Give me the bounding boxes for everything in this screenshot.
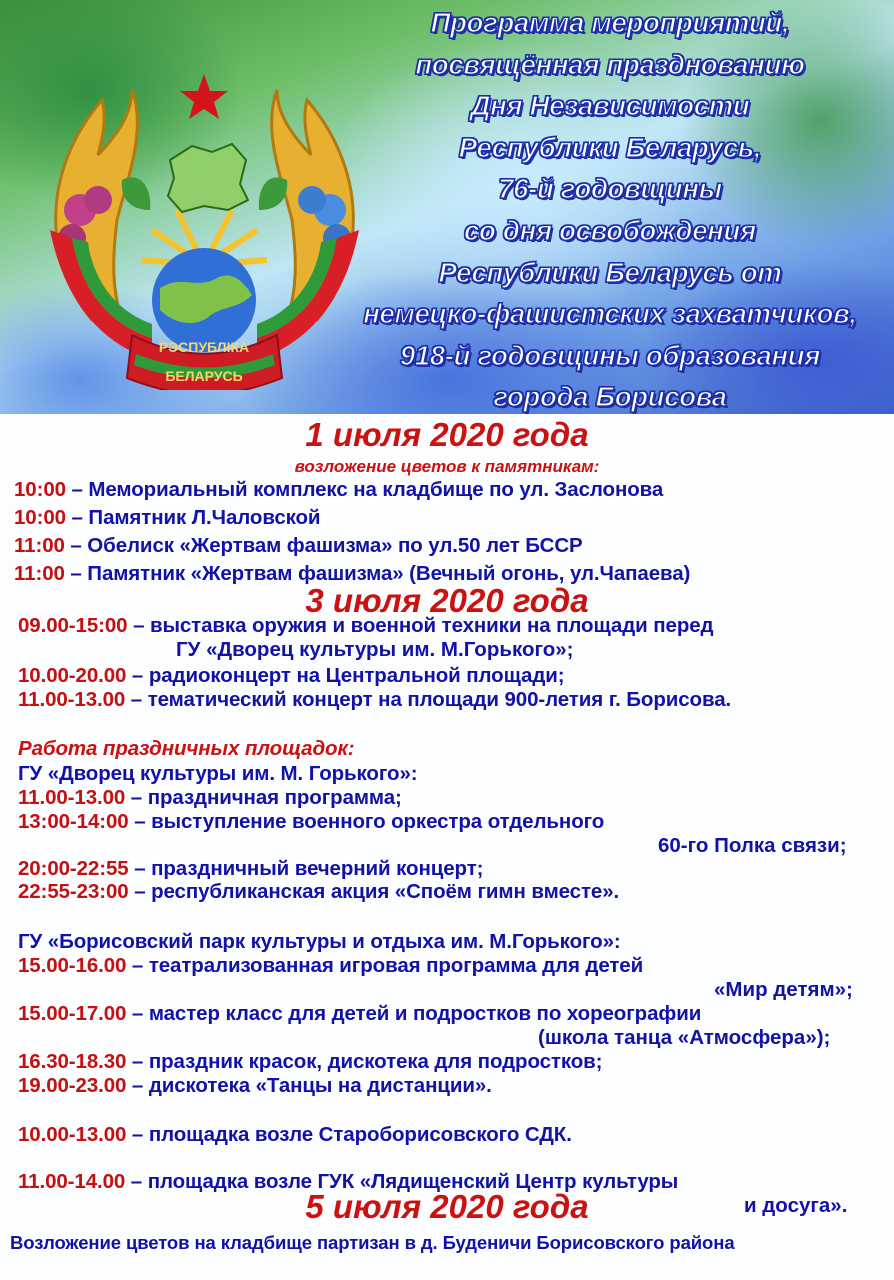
date-heading-july-5: 5 июля 2020 года <box>305 1188 589 1225</box>
date-heading-july-1: 1 июля 2020 года <box>305 416 589 453</box>
schedule-item <box>18 857 483 881</box>
emblem-lettering-top: РЭСПУБЛІКА <box>158 339 250 355</box>
title-line: Республики Беларусь от <box>438 256 782 288</box>
item-time: 10:00 <box>14 478 66 501</box>
section-title: Работа праздничных площадок: <box>18 737 355 760</box>
venue-name: ГУ «Борисовский парк культуры и отдыха им. М.Горького»: <box>18 930 621 953</box>
item-continuation: (школа танца «Атмосфера»); <box>538 1026 831 1049</box>
item-time: 22:55-23:00 <box>18 880 129 903</box>
item-time: 15.00-17.00 <box>18 1002 127 1025</box>
schedule-item <box>18 810 604 834</box>
schedule-item <box>18 688 731 712</box>
item-text: – дискотека «Танцы на дистанции». <box>126 1074 492 1097</box>
item-time: 11.00-14.00 <box>18 1170 126 1193</box>
schedule-item <box>18 1002 701 1026</box>
title-line: посвящённая празднованию <box>415 48 805 80</box>
item-time: 11.00-13.00 <box>18 688 126 711</box>
item-text: – площадка возле ГУК «Лядищенский Центр культуры <box>125 1170 679 1193</box>
item-text: – площадка возле Староборисовского СДК. <box>126 1123 572 1146</box>
emblem-lettering-bottom: БЕЛАРУСЬ <box>165 368 243 384</box>
item-text: – радиоконцерт на Центральной площади; <box>126 664 565 687</box>
item-time: 09.00-15:00 <box>18 614 128 637</box>
item-continuation: ГУ «Дворец культуры им. М.Горького»; <box>176 638 574 661</box>
item-text: – театрализованная игровая программа для детей <box>126 954 644 977</box>
title-line: Республики Беларусь, <box>458 131 762 163</box>
title-line: Программа мероприятий, <box>430 7 790 38</box>
header-banner <box>0 0 894 414</box>
item-time: 10.00-20.00 <box>18 664 127 687</box>
item-time: 19.00-23.00 <box>18 1074 127 1097</box>
poster-title <box>330 2 890 414</box>
day1-subtitle: возложение цветов к памятникам: <box>294 457 600 476</box>
schedule-item <box>14 506 320 530</box>
item-time: 10.00-13.00 <box>18 1123 127 1146</box>
title-line: Дня Независимости <box>470 90 750 122</box>
day5-event: Возложение цветов на кладбище партизан в д. Буденичи Борисовского района <box>10 1232 735 1253</box>
item-text: – Памятник Л.Чаловской <box>65 506 321 529</box>
item-text: – тематический концерт на площади 900-летия г. Борисова. <box>125 688 732 711</box>
item-text: – праздник красок, дискотека для подростков; <box>126 1050 603 1073</box>
item-text: – выставка оружия и военной техники на площади перед <box>127 614 714 637</box>
item-time: 11:00 <box>14 534 65 557</box>
item-continuation: и досуга». <box>744 1194 848 1217</box>
schedule-item <box>18 786 402 810</box>
item-text: – Памятник «Жертвам фашизма» (Вечный огонь, ул.Чапаева) <box>64 562 691 585</box>
title-line: города Борисова <box>493 381 727 413</box>
item-time: 11.00-13.00 <box>18 786 126 809</box>
venue-name: ГУ «Дворец культуры им. М. Горького»: <box>18 762 418 785</box>
schedule-item <box>18 1074 492 1098</box>
schedule-item <box>14 534 583 558</box>
schedule-item <box>18 880 619 904</box>
schedule-item <box>14 478 663 502</box>
schedule-item <box>18 954 643 978</box>
item-continuation: 60-го Полка связи; <box>658 834 847 857</box>
title-line: со дня освобождения <box>464 214 756 246</box>
item-text: – Мемориальный комплекс на кладбище по ул. Заслонова <box>65 478 664 501</box>
date-heading-july-3: 3 июля 2020 года <box>305 582 589 619</box>
item-text: – Обелиск «Жертвам фашизма» по ул.50 лет БССР <box>64 534 583 557</box>
schedule <box>0 414 894 1280</box>
item-text: – праздничный вечерний концерт; <box>128 857 484 880</box>
item-time: 10:00 <box>14 506 66 529</box>
schedule-item <box>18 1123 572 1147</box>
item-text: – выступление военного оркестра отдельного <box>128 810 605 833</box>
title-line: 918-й годовщины образования <box>399 339 821 371</box>
item-text: – республиканская акция «Споём гимн вместе». <box>128 880 620 903</box>
item-time: 13:00-14:00 <box>18 810 129 833</box>
item-time: 16.30-18.30 <box>18 1050 127 1073</box>
item-text: – мастер класс для детей и подростков по хореографии <box>126 1002 702 1025</box>
schedule-item <box>18 614 713 638</box>
schedule-item <box>18 1050 602 1074</box>
schedule-item <box>18 664 565 688</box>
state-emblem-icon <box>32 60 377 390</box>
title-line: немецко-фашистских захватчиков, <box>363 298 857 330</box>
item-time: 15.00-16.00 <box>18 954 127 977</box>
item-time: 11:00 <box>14 562 65 585</box>
title-line: 76-й годовщины <box>498 173 722 205</box>
item-time: 20:00-22:55 <box>18 857 129 880</box>
item-text: – праздничная программа; <box>125 786 402 809</box>
item-continuation: «Мир детям»; <box>714 978 853 1001</box>
